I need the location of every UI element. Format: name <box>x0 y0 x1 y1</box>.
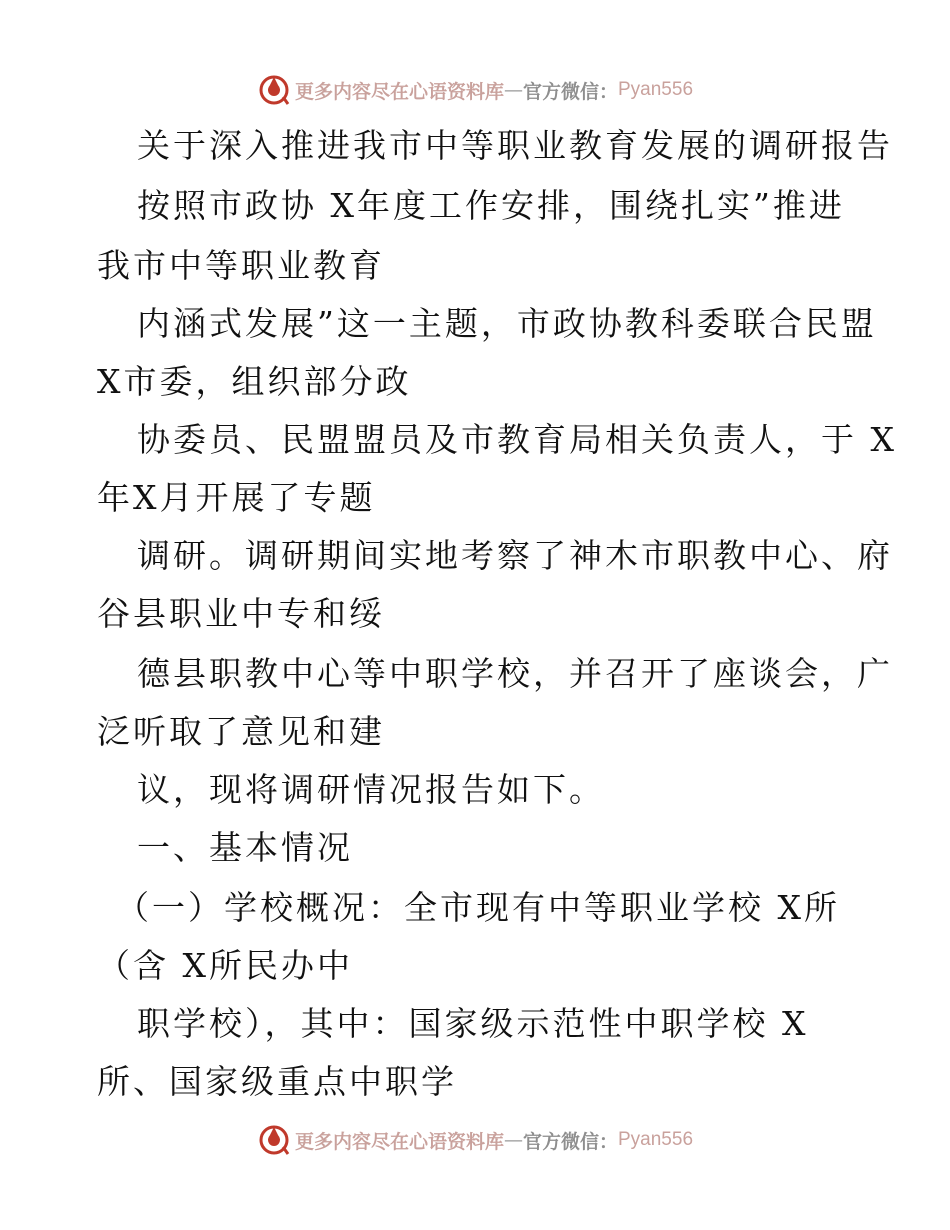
watermark-separator: — <box>503 1129 523 1151</box>
logo-icon <box>257 1123 291 1157</box>
doc-line: X市委，组织部分政 <box>97 362 412 401</box>
doc-line: 协委员、民盟盟员及市教育局相关负责人，于 X <box>137 420 897 459</box>
doc-line: 谷县职业中专和绥 <box>97 594 385 633</box>
doc-line: 按照市政协 X年度工作安排，围绕扎实”推进 <box>137 186 845 225</box>
doc-line: 年X月开展了专题 <box>97 478 376 517</box>
footer-watermark <box>0 1120 950 1160</box>
watermark-label: 官方微信： <box>522 80 618 103</box>
doc-line: 德县职教中心等中职学校，并召开了座谈会，广 <box>137 654 893 693</box>
doc-title: 关于深入推进我市中等职业教育发展的调研报告 <box>137 126 893 165</box>
watermark-wechat-id: Pyan556 <box>618 1129 694 1150</box>
section-heading: 一、基本情况 <box>137 828 353 867</box>
doc-line: 我市中等职业教育 <box>97 246 385 285</box>
doc-line: （含 X所民办中 <box>97 946 353 985</box>
watermark-site-text: 更多内容尽在心语资料库 <box>294 80 504 103</box>
logo-icon <box>257 73 291 107</box>
doc-line: 泛听取了意见和建 <box>97 712 385 751</box>
doc-line: （一）学校概况：全市现有中等职业学校 X所 <box>116 888 840 927</box>
watermark-site-text: 更多内容尽在心语资料库 <box>294 1130 504 1153</box>
header-watermark <box>0 70 950 110</box>
doc-line: 调研。调研期间实地考察了神木市职教中心、府 <box>137 536 893 575</box>
doc-line: 职学校），其中：国家级示范性中职学校 X <box>137 1004 809 1043</box>
watermark-wechat-id: Pyan556 <box>618 79 694 100</box>
watermark-label: 官方微信： <box>522 1130 618 1153</box>
watermark-separator: — <box>503 79 523 101</box>
doc-line: 议，现将调研情况报告如下。 <box>137 770 605 809</box>
doc-line: 所、国家级重点中职学 <box>97 1062 457 1101</box>
doc-line: 内涵式发展”这一主题，市政协教科委联合民盟 <box>137 304 877 343</box>
